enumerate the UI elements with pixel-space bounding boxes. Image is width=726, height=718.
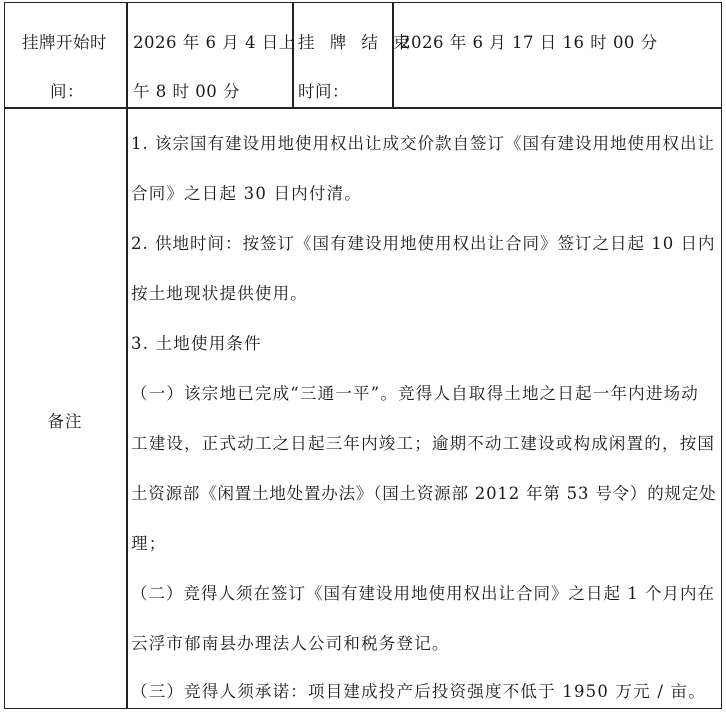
remark-line: 理；: [131, 534, 167, 553]
remark-line: 3. 土地使用条件: [131, 334, 262, 353]
remark-line: 按土地现状提供使用。: [131, 284, 308, 303]
remark-line: 合同》之日起 30 日内付清。: [131, 184, 362, 203]
remarks-label: 备注: [47, 412, 83, 431]
end-time-label: 挂 牌 结 束: [298, 33, 415, 52]
row-divider-header: [4, 107, 722, 109]
remark-line: （三）竞得人须承诺：项目建成投产后投资强度不低于 1950 万元 / 亩。: [131, 682, 706, 701]
remark-line: 1. 该宗国有建设用地使用权出让成交价款自签订《国有建设用地使用权出让: [131, 134, 715, 153]
remark-line: 云浮市郁南县办理法人公司和税务登记。: [131, 634, 450, 653]
remark-line: 2. 供地时间：按签订《国有建设用地使用权出让合同》签订之日起 10 日内: [131, 234, 716, 253]
end-time-value: 2026 年 6 月 17 日 16 时 00 分: [400, 33, 658, 52]
remark-line: 土资源部《闲置土地处置办法》（国土资源部 2012 年第 53 号令）的规定处: [131, 484, 717, 503]
remark-line: 工建设，正式动工之日起三年内竣工；逾期不动工建设或构成闲置的，按国: [131, 434, 716, 453]
start-time-label-cont: 间：: [50, 82, 84, 101]
end-time-label-cont: 时间：: [298, 82, 349, 101]
remark-line: （一）该宗地已完成“三通一平”。竞得人自取得土地之日起一年内进场动: [131, 384, 699, 403]
start-time-value: 2026 年 6 月 4 日上: [133, 33, 296, 52]
start-time-value-cont: 午 8 时 00 分: [133, 82, 240, 101]
remark-line: （二）竞得人须在签订《国有建设用地使用权出让合同》之日起 1 个月内在: [131, 584, 715, 603]
start-time-label: 挂牌开始时: [22, 33, 107, 52]
